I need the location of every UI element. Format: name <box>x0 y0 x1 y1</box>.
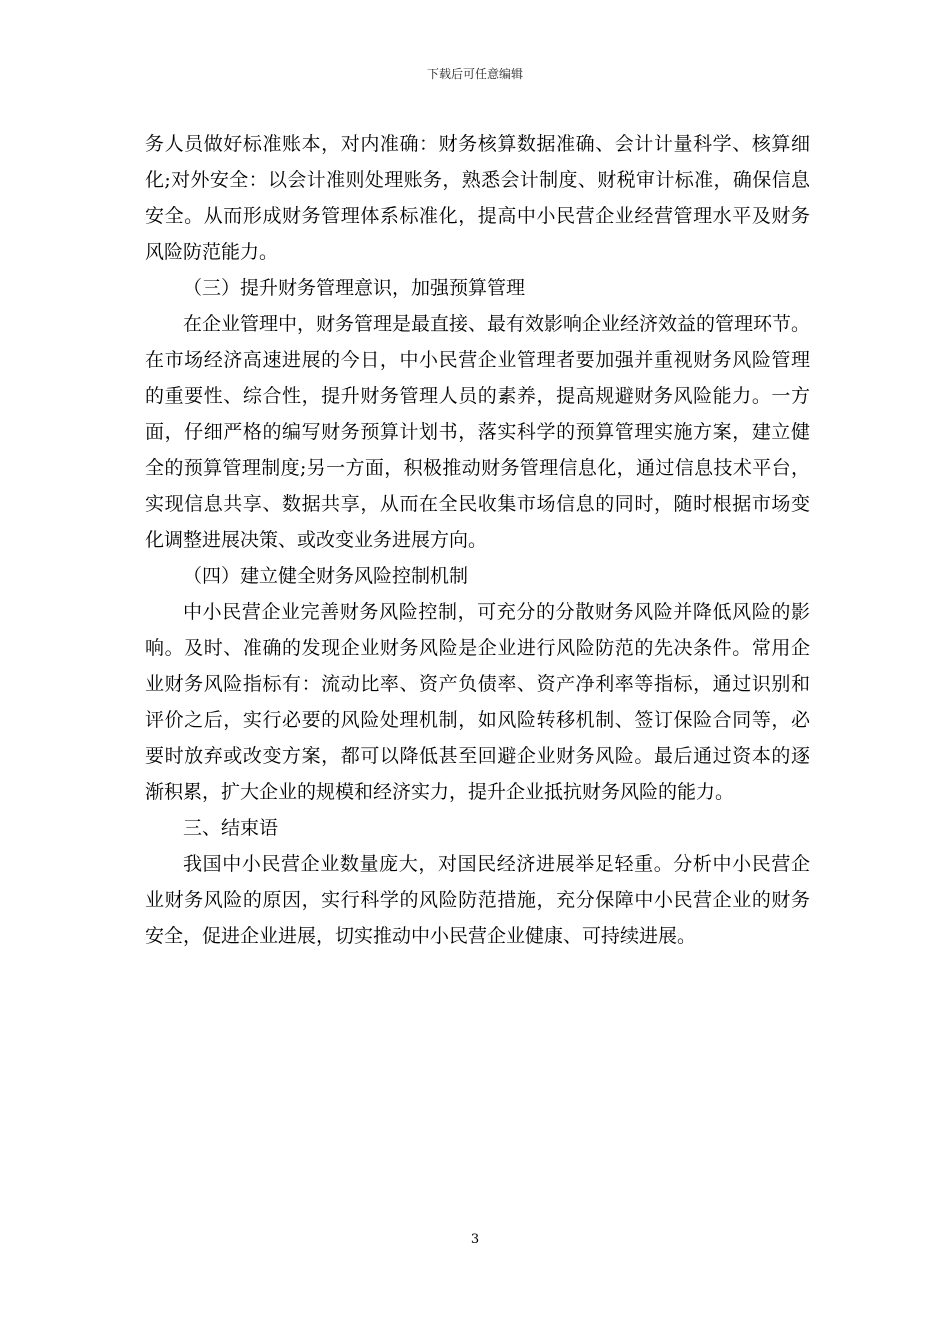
paragraph-line: 要时放弃或改变方案，都可以降低甚至回避企业财务风险。最后通过资本的逐 <box>145 745 810 767</box>
paragraph-line: 安全，促进企业进展，切实推动中小民营企业健康、可持续进展。 <box>145 925 697 947</box>
paragraph-line: 务人员做好标准账本，对内准确：财务核算数据准确、会计计量科学、核算细 <box>145 133 810 155</box>
paragraph-line: 安全。从而形成财务管理体系标准化，提高中小民营企业经营管理水平及财务 <box>145 205 810 227</box>
paragraph-line: 的重要性、综合性，提升财务管理人员的素养，提高规避财务风险能力。一方 <box>145 385 810 407</box>
section-heading: （三）提升财务管理意识，加强预算管理 <box>183 277 526 299</box>
section-heading: （四）建立健全财务风险控制机制 <box>183 565 469 587</box>
paragraph-line: 业财务风险的原因，实行科学的风险防范措施，充分保障中小民营企业的财务 <box>145 889 810 911</box>
paragraph-line: 面，仔细严格的编写财务预算计划书，落实科学的预算管理实施方案，建立健 <box>145 421 810 443</box>
paragraph-line: 渐积累，扩大企业的规模和经济实力，提升企业抵抗财务风险的能力。 <box>145 781 735 803</box>
paragraph-line: 实现信息共享、数据共享，从而在全民收集市场信息的同时，随时根据市场变 <box>145 493 810 515</box>
section-heading: 三、结束语 <box>183 817 279 839</box>
paragraph-line: 全的预算管理制度;另一方面，积极推动财务管理信息化，通过信息技术平台， <box>145 457 810 479</box>
paragraph-line: 我国中小民营企业数量庞大，对国民经济进展举足轻重。分析中小民营企 <box>183 853 810 875</box>
paragraph-line: 风险防范能力。 <box>145 241 279 263</box>
paragraph-line: 化调整进展决策、或改变业务进展方向。 <box>145 529 488 551</box>
paragraph-line: 在市场经济高速进展的今日，中小民营企业管理者要加强并重视财务风险管理 <box>145 349 810 371</box>
paragraph-line: 中小民营企业完善财务风险控制，可充分的分散财务风险并降低风险的影 <box>183 601 810 623</box>
paragraph-line: 在企业管理中，财务管理是最直接、最有效影响企业经济效益的管理环节。 <box>183 313 811 335</box>
page-number: 3 <box>470 1232 480 1247</box>
paragraph-line: 化;对外安全：以会计准则处理账务，熟悉会计制度、财税审计标准，确保信息 <box>145 169 810 191</box>
document-body <box>145 126 810 954</box>
paragraph-line: 评价之后，实行必要的风险处理机制，如风险转移机制、签订保险合同等，必 <box>145 709 810 731</box>
page-header: 下载后可任意编辑 <box>426 67 523 81</box>
paragraph-line: 业财务风险指标有：流动比率、资产负债率、资产净利率等指标，通过识别和 <box>145 673 810 695</box>
paragraph-line: 响。及时、准确的发现企业财务风险是企业进行风险防范的先决条件。常用企 <box>145 637 810 659</box>
